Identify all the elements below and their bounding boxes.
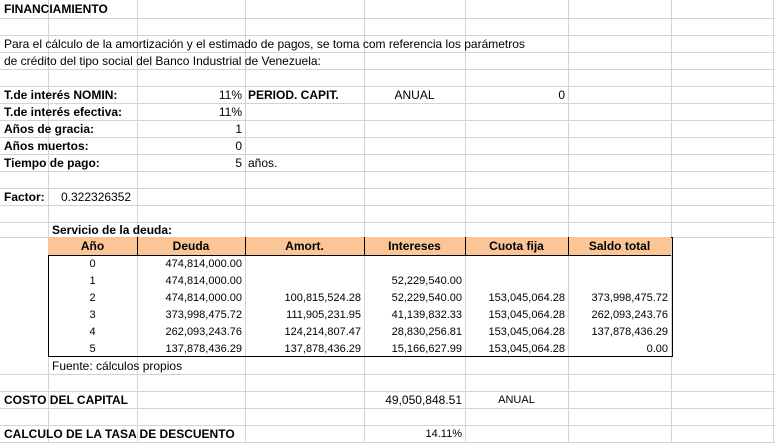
dead-years-label: Años muertos: [4,139,89,153]
grace-years-label: Años de gracia: [4,122,95,136]
amortization-cell: 137,878,436.29 [284,343,361,355]
amortization-cell [245,256,361,273]
capital-cost-period: ANUAL [498,394,535,406]
sheet-title: FINANCIAMIENTO [4,2,108,16]
year-cell: 4 [89,326,96,338]
total-balance-cell [568,256,668,273]
header-debt: Deuda [172,239,210,253]
interest-cell: 15,166,627.99 [391,343,462,355]
debt-cell: 373,998,475.72 [165,309,242,321]
fixed-payment-cell: 153,045,064.28 [488,326,565,338]
year-cell: 5 [89,343,96,355]
interest-cell [364,256,462,273]
header-interest: Intereses [388,239,441,253]
source-note: Fuente: cálculos propios [52,359,183,373]
header-total-balance: Saldo total [588,239,651,253]
effective-rate-value: 11% [218,105,242,119]
amortization-cell: 111,905,231.95 [286,309,361,321]
total-balance-cell: 0.00 [646,343,668,355]
total-balance-cell [568,273,668,290]
capital-cost-value: 49,050,848.51 [385,393,462,407]
amortization-cell: 100,815,524.28 [284,292,361,304]
period-label: PERIOD. CAPIT. [248,88,339,102]
payment-term-label: Tiempo de pago: [4,156,100,170]
intro-line-1: Para el cálculo de la amortización y el estimado de pagos, se toma com referencia los parámetros [4,37,525,51]
debt-cell: 474,814,000.00 [165,258,242,270]
intro-line-2: de crédito del tipo social del Banco Industrial de Venezuela: [4,54,321,68]
interest-cell: 52,229,540.00 [391,292,462,304]
total-balance-cell: 262,093,243.76 [591,309,668,321]
debt-cell: 137,878,436.29 [165,343,242,355]
grid-row-line [0,171,775,172]
factor-label: Factor: [4,190,45,204]
effective-rate-label: T.de interés efectiva: [4,105,123,119]
payment-term-value: 5 [235,156,242,170]
debt-cell: 262,093,243.76 [165,326,242,338]
grid-row-line [0,137,775,138]
grid-row-line [0,18,775,19]
year-cell: 2 [89,292,96,304]
fixed-payment-cell: 153,045,064.28 [488,292,565,304]
period-number: 0 [558,88,565,102]
header-fixed-payment: Cuota fija [489,239,544,253]
fixed-payment-cell: 153,045,064.28 [488,309,565,321]
factor-value: 0.322326352 [61,190,132,204]
discount-rate-label: CALCULO DE LA TASA DE DESCUENTO [4,427,235,441]
header-year: Año [80,239,105,253]
interest-cell: 52,229,540.00 [391,275,462,287]
header-amortization: Amort. [285,239,324,253]
fixed-payment-cell: 153,045,064.28 [488,343,565,355]
period-value: ANUAL [394,88,435,102]
total-balance-cell: 373,998,475.72 [591,292,668,304]
total-balance-cell: 137,878,436.29 [591,326,668,338]
amortization-cell [245,273,361,290]
year-cell: 3 [89,309,96,321]
discount-rate-value: 14.11% [425,428,462,440]
capital-cost-label: COSTO DEL CAPITAL [4,393,129,407]
debt-cell: 474,814,000.00 [165,292,242,304]
nominal-rate-value: 11% [218,88,242,102]
grace-years-value: 1 [235,122,242,136]
grid-row-line [0,154,775,155]
debt-cell: 474,814,000.00 [165,275,242,287]
debt-service-title: Servicio de la deuda: [52,223,173,237]
fixed-payment-cell [465,256,565,273]
nominal-rate-label: T.de interés NOMIN: [4,88,118,102]
year-cell: 1 [89,275,96,287]
year-cell: 0 [89,258,96,270]
dead-years-value: 0 [235,139,242,153]
amortization-cell: 124,214,807.47 [284,326,361,338]
interest-cell: 28,830,256.81 [391,326,462,338]
interest-cell: 41,139,832.33 [391,309,462,321]
fixed-payment-cell [465,273,565,290]
payment-term-unit: años. [248,156,278,170]
